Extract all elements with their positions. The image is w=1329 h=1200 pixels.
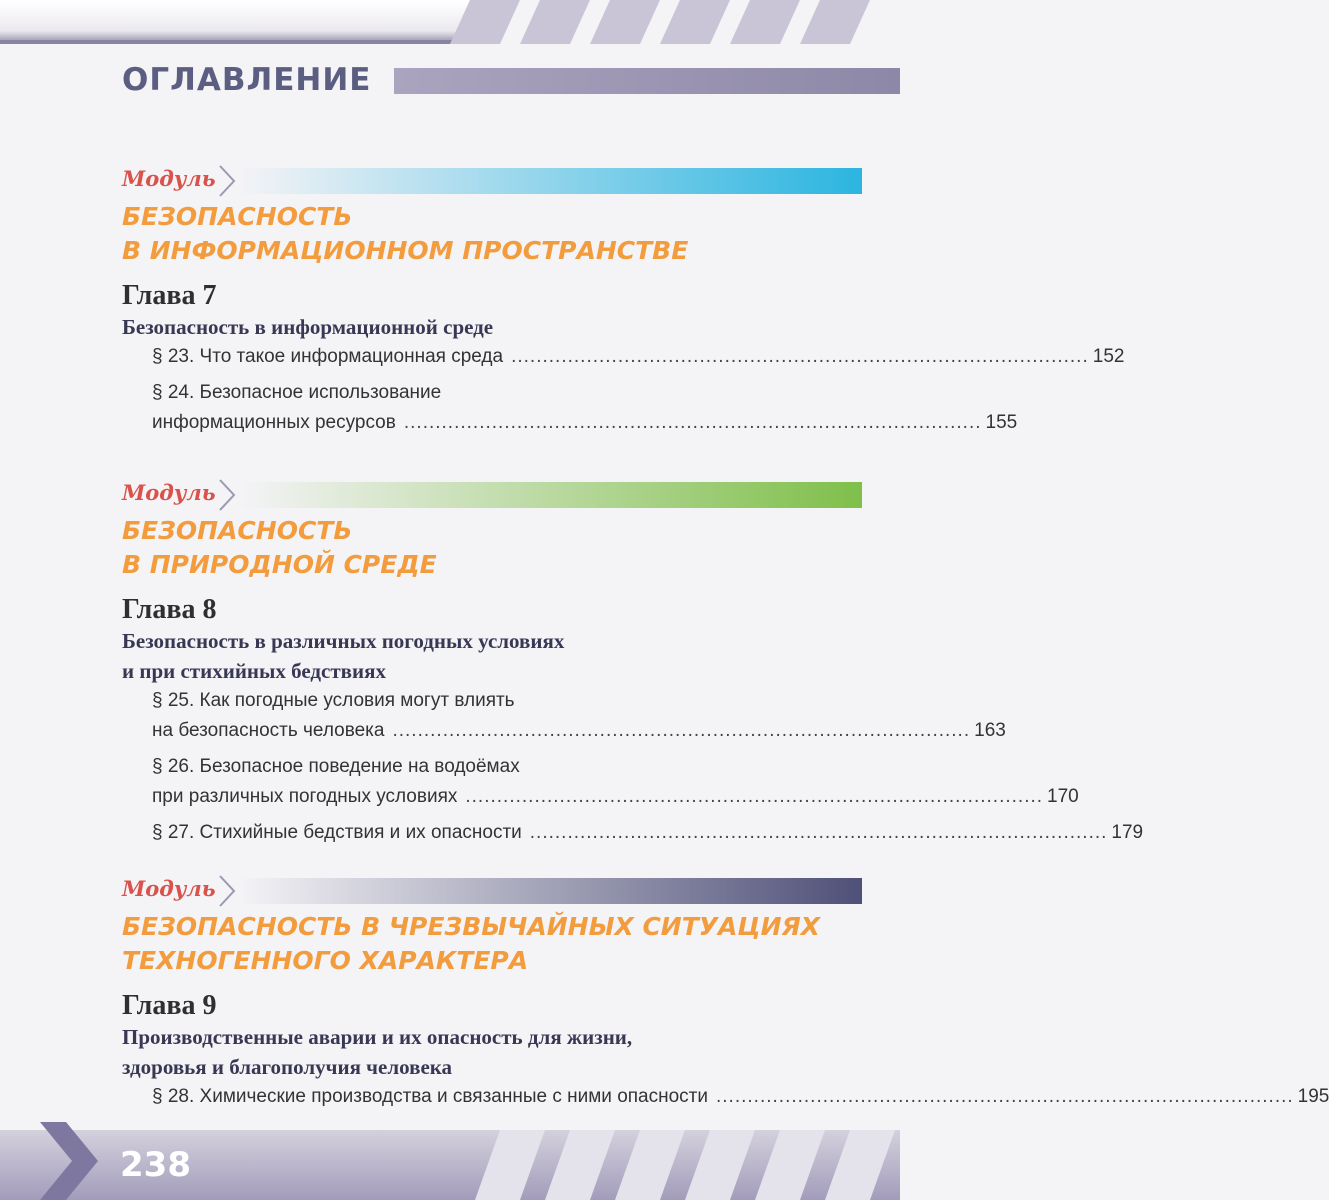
module-technogenic: [122, 874, 1329, 1112]
page-ref: 170: [1047, 786, 1079, 807]
module-bar: [240, 168, 862, 194]
module-label: Модуль: [122, 480, 216, 505]
footer-stripes: [470, 1130, 900, 1200]
page-ref: 155: [985, 412, 1018, 433]
module-label: Модуль: [122, 166, 216, 191]
toc-item[interactable]: § 23. Что такое информационная среда ............................................................................................ 152: [152, 342, 862, 372]
module-title: БЕЗОПАСНОСТЬ В ИНФОРМАЦИОННОМ ПРОСТРАНСТВЕ: [122, 202, 689, 265]
module-title: БЕЗОПАСНОСТЬ В ПРИРОДНОЙ СРЕДЕ: [122, 516, 437, 579]
page-ref: 179: [1111, 822, 1144, 843]
page-ref: 152: [1092, 346, 1125, 367]
toc-item[interactable]: § 27. Стихийные бедствия и их опасности ............................................................................................ 179: [152, 818, 862, 848]
module-information: [122, 164, 1125, 438]
chapter-name: Производственные аварии и их опасность для жизни, здоровья и благополучия человека: [122, 1025, 633, 1079]
toc-item[interactable]: § 24. Безопасное использование информационных ресурсов ............................................................................................ 155: [152, 378, 862, 438]
toc-item[interactable]: § 28. Химические производства и связанные с ними опасности ............................................................................................ 195: [152, 1082, 862, 1112]
chevron-right-icon: [216, 478, 238, 512]
chapter-number: Глава 9: [122, 990, 217, 1021]
title-bar: [394, 68, 900, 94]
chevron-right-icon: [216, 874, 238, 908]
chapter-number: Глава 7: [122, 280, 217, 311]
page-title: ОГЛАВЛЕНИЕ: [122, 62, 372, 98]
chevron-right-icon: [40, 1122, 100, 1200]
toc-item[interactable]: § 25. Как погодные условия могут влиять на безопасность человека ............................................................................................ 163: [152, 686, 862, 746]
page-number: 238: [120, 1145, 191, 1185]
page-ref: 195: [1297, 1086, 1329, 1107]
chapter-name: Безопасность в различных погодных условиях и при стихийных бедствиях: [122, 629, 565, 683]
chapter-number: Глава 8: [122, 594, 217, 625]
module-nature: [122, 478, 1144, 848]
toc-item[interactable]: § 26. Безопасное поведение на водоёмах при различных погодных условиях ............................................................................................ 170: [152, 752, 862, 812]
module-label: Модуль: [122, 876, 216, 901]
header-stripes: [440, 0, 900, 44]
module-bar: [240, 878, 862, 904]
chevron-right-icon: [216, 164, 238, 198]
chapter-name: Безопасность в информационной среде: [122, 315, 494, 339]
module-title: БЕЗОПАСНОСТЬ В ЧРЕЗВЫЧАЙНЫХ СИТУАЦИЯХ ТЕХНОГЕННОГО ХАРАКТЕРА: [122, 912, 821, 975]
header-band-line: [0, 40, 470, 44]
page-ref: 163: [974, 720, 1006, 741]
module-bar: [240, 482, 862, 508]
header-band: [0, 0, 470, 44]
